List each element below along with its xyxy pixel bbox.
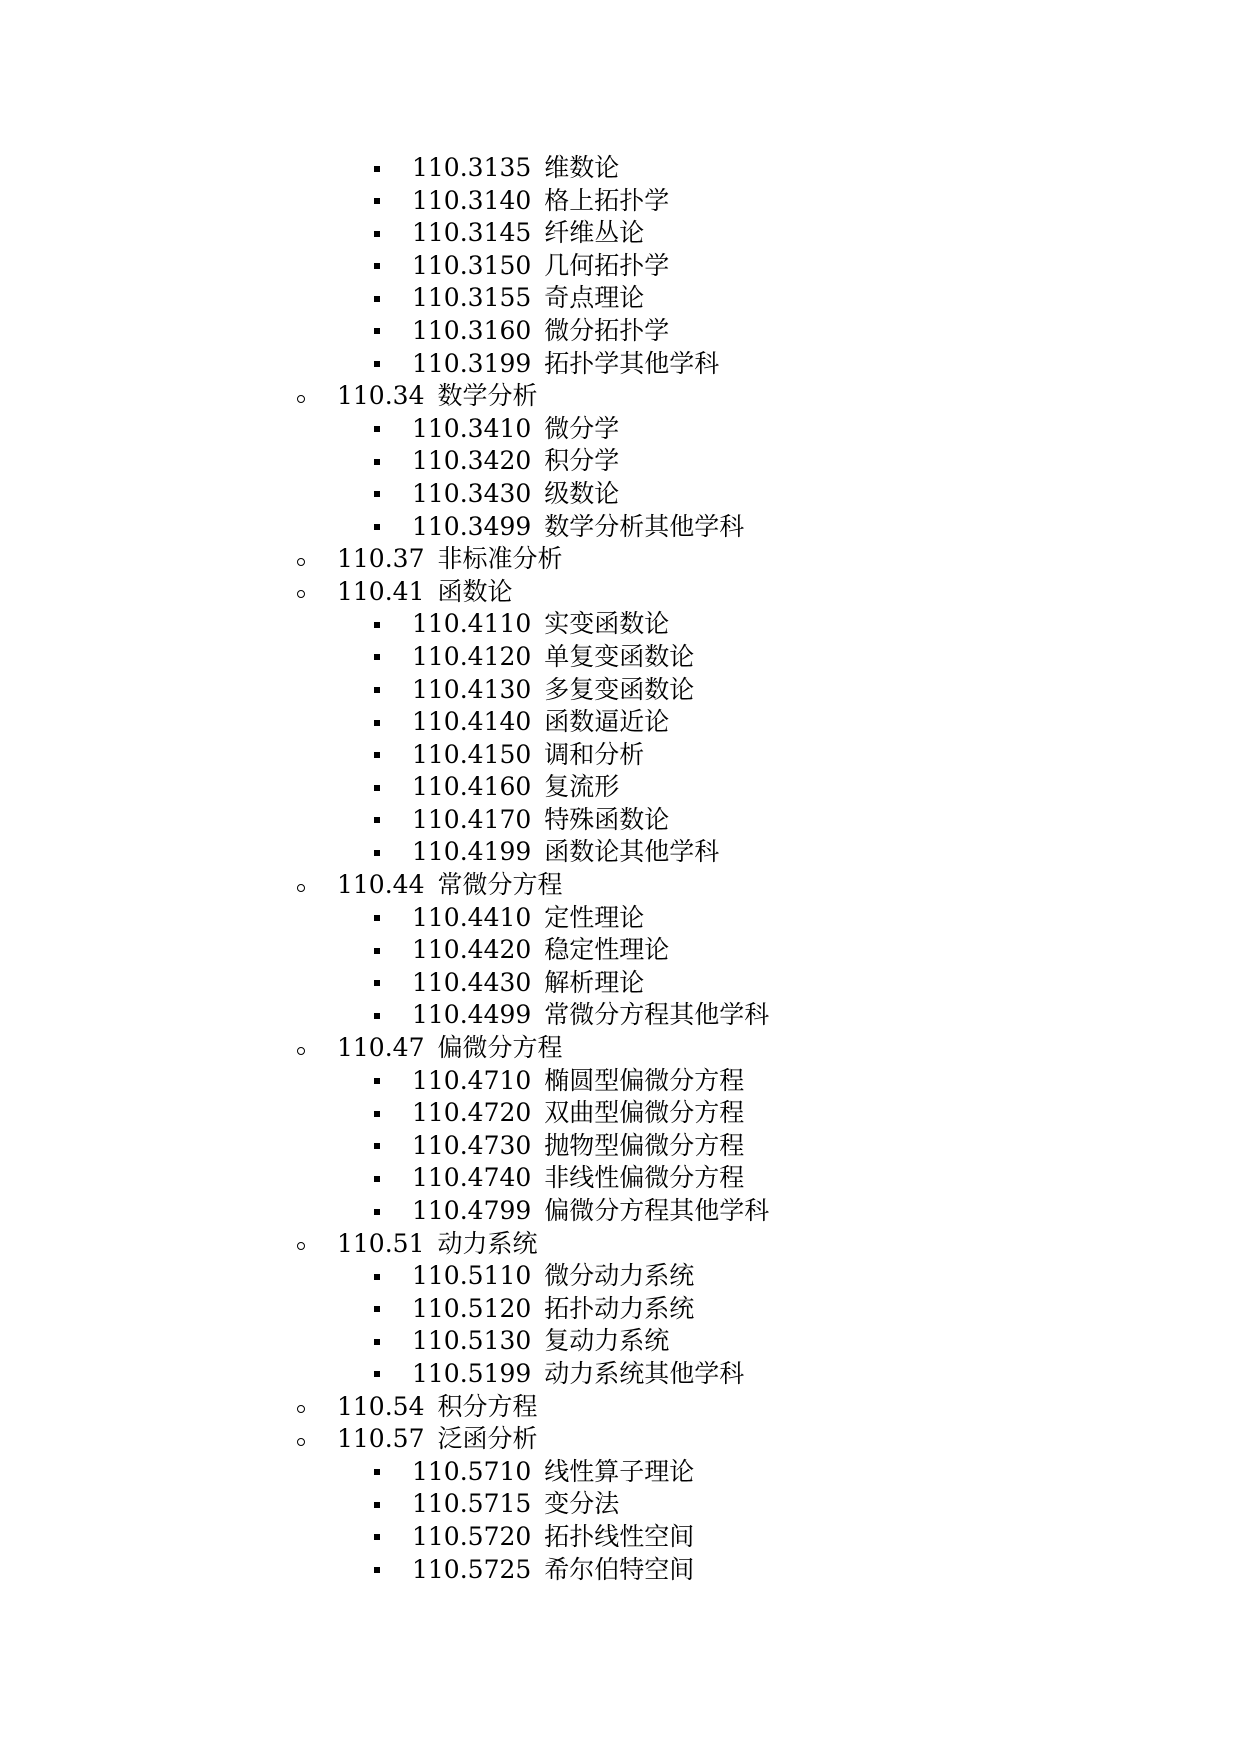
discipline-name: 线性算子理论	[544, 1456, 695, 1486]
discipline-name: 动力系统其他学科	[544, 1358, 745, 1388]
list-item-level3	[0, 1456, 1241, 1489]
square-bullet-icon	[374, 608, 380, 641]
list-item-level3	[0, 902, 1241, 935]
square-bullet-icon	[374, 804, 380, 837]
discipline-name: 函数论	[437, 576, 513, 606]
list-item-level2	[0, 576, 1241, 609]
discipline-name: 微分拓扑学	[544, 315, 670, 345]
list-item-level3	[0, 217, 1241, 250]
square-bullet-icon	[374, 934, 380, 967]
square-bullet-icon	[374, 999, 380, 1032]
square-bullet-icon	[374, 315, 380, 348]
discipline-name: 椭圆型偏微分方程	[544, 1065, 745, 1095]
discipline-name: 数学分析其他学科	[544, 511, 745, 541]
discipline-name: 积分学	[544, 446, 620, 476]
hollow-circle-bullet-icon	[297, 869, 305, 902]
discipline-code: 110.4120	[412, 641, 532, 671]
square-bullet-icon	[374, 1195, 380, 1228]
discipline-code-list	[0, 152, 1241, 1586]
discipline-code: 110.3430	[412, 478, 532, 508]
square-bullet-icon	[374, 478, 380, 511]
discipline-code: 110.5715	[412, 1489, 532, 1519]
discipline-name: 动力系统	[437, 1228, 538, 1258]
square-bullet-icon	[374, 1293, 380, 1326]
hollow-circle-bullet-icon	[297, 576, 305, 609]
discipline-code: 110.54	[337, 1391, 425, 1421]
discipline-code: 110.4740	[412, 1163, 532, 1193]
discipline-name: 积分方程	[437, 1391, 538, 1421]
discipline-name: 单复变函数论	[544, 641, 695, 671]
discipline-code: 110.4430	[412, 967, 532, 997]
discipline-code: 110.5710	[412, 1456, 532, 1486]
list-item-level2	[0, 1228, 1241, 1261]
discipline-name: 稳定性理论	[544, 935, 670, 965]
list-item-level2	[0, 869, 1241, 902]
list-item-level3	[0, 1130, 1241, 1163]
discipline-name: 函数论其他学科	[544, 837, 720, 867]
hollow-circle-bullet-icon	[297, 543, 305, 576]
discipline-code: 110.4170	[412, 804, 532, 834]
discipline-code: 110.4420	[412, 935, 532, 965]
discipline-code: 110.4130	[412, 674, 532, 704]
discipline-code: 110.3160	[412, 315, 532, 345]
list-item-level3	[0, 152, 1241, 185]
list-item-level3	[0, 1097, 1241, 1130]
square-bullet-icon	[374, 902, 380, 935]
discipline-code: 110.5130	[412, 1326, 532, 1356]
discipline-name: 纤维丛论	[544, 218, 645, 248]
square-bullet-icon	[374, 152, 380, 185]
list-item-level2	[0, 380, 1241, 413]
discipline-name: 维数论	[544, 153, 620, 182]
list-item-level3	[0, 608, 1241, 641]
discipline-code: 110.3155	[412, 283, 532, 313]
square-bullet-icon	[374, 771, 380, 804]
discipline-code: 110.4410	[412, 902, 532, 932]
discipline-code: 110.3420	[412, 446, 532, 476]
list-item-level3	[0, 1325, 1241, 1358]
discipline-code: 110.51	[337, 1228, 425, 1258]
list-item-level3	[0, 1293, 1241, 1326]
discipline-name: 函数逼近论	[544, 707, 670, 737]
discipline-code: 110.4140	[412, 707, 532, 737]
square-bullet-icon	[374, 413, 380, 446]
discipline-name: 希尔伯特空间	[544, 1554, 695, 1584]
list-item-level3	[0, 1162, 1241, 1195]
list-item-level3	[0, 250, 1241, 283]
discipline-name: 拓扑动力系统	[544, 1293, 695, 1323]
list-item-level3	[0, 999, 1241, 1032]
hollow-circle-bullet-icon	[297, 1032, 305, 1065]
square-bullet-icon	[374, 217, 380, 250]
discipline-name: 解析理论	[544, 967, 645, 997]
discipline-name: 实变函数论	[544, 609, 670, 639]
discipline-code: 110.3199	[412, 348, 532, 378]
list-item-level3	[0, 739, 1241, 772]
list-item-level3	[0, 641, 1241, 674]
list-item-level3	[0, 1554, 1241, 1587]
list-item-level3	[0, 445, 1241, 478]
discipline-name: 多复变函数论	[544, 674, 695, 704]
discipline-code: 110.4160	[412, 772, 532, 802]
discipline-code: 110.3135	[412, 153, 532, 182]
discipline-name: 偏微分方程其他学科	[544, 1196, 770, 1225]
hollow-circle-bullet-icon	[297, 380, 305, 413]
square-bullet-icon	[374, 1554, 380, 1587]
discipline-code: 110.41	[337, 576, 425, 606]
discipline-code: 110.57	[337, 1424, 425, 1454]
discipline-code: 110.4799	[412, 1196, 532, 1225]
discipline-code: 110.4110	[412, 609, 532, 639]
discipline-name: 双曲型偏微分方程	[544, 1098, 745, 1128]
list-item-level3	[0, 413, 1241, 446]
square-bullet-icon	[374, 511, 380, 544]
square-bullet-icon	[374, 1065, 380, 1098]
hollow-circle-bullet-icon	[297, 1228, 305, 1261]
discipline-code: 110.3499	[412, 511, 532, 541]
list-item-level2	[0, 1423, 1241, 1456]
discipline-name: 变分法	[544, 1489, 620, 1519]
list-item-level3	[0, 185, 1241, 218]
discipline-name: 偏微分方程	[437, 1033, 563, 1063]
square-bullet-icon	[374, 1162, 380, 1195]
square-bullet-icon	[374, 1521, 380, 1554]
square-bullet-icon	[374, 1456, 380, 1489]
discipline-code: 110.4720	[412, 1098, 532, 1128]
discipline-name: 微分动力系统	[544, 1261, 695, 1291]
discipline-name: 非线性偏微分方程	[544, 1163, 745, 1193]
discipline-code: 110.37	[337, 544, 425, 574]
hollow-circle-bullet-icon	[297, 1423, 305, 1456]
list-item-level3	[0, 348, 1241, 381]
square-bullet-icon	[374, 641, 380, 674]
list-item-level3	[0, 836, 1241, 869]
list-item-level2	[0, 1391, 1241, 1424]
discipline-code: 110.3410	[412, 413, 532, 443]
list-item-level3	[0, 804, 1241, 837]
square-bullet-icon	[374, 967, 380, 1000]
square-bullet-icon	[374, 739, 380, 772]
discipline-name: 泛函分析	[437, 1424, 538, 1454]
list-item-level3	[0, 771, 1241, 804]
discipline-code: 110.4730	[412, 1130, 532, 1160]
list-item-level3	[0, 282, 1241, 315]
discipline-name: 常微分方程	[437, 870, 563, 900]
list-item-level3	[0, 1260, 1241, 1293]
square-bullet-icon	[374, 1325, 380, 1358]
list-item-level3	[0, 706, 1241, 739]
square-bullet-icon	[374, 706, 380, 739]
list-item-level3	[0, 1358, 1241, 1391]
discipline-name: 格上拓扑学	[544, 185, 670, 215]
discipline-name: 复流形	[544, 772, 620, 802]
discipline-name: 奇点理论	[544, 283, 645, 313]
discipline-code: 110.44	[337, 870, 425, 900]
square-bullet-icon	[374, 1130, 380, 1163]
square-bullet-icon	[374, 1260, 380, 1293]
hollow-circle-bullet-icon	[297, 1391, 305, 1424]
discipline-name: 数学分析	[437, 381, 538, 411]
list-item-level2	[0, 1032, 1241, 1065]
list-item-level3	[0, 478, 1241, 511]
square-bullet-icon	[374, 836, 380, 869]
list-item-level3	[0, 934, 1241, 967]
discipline-name: 调和分析	[544, 739, 645, 769]
list-item-level3	[0, 511, 1241, 544]
discipline-name: 特殊函数论	[544, 804, 670, 834]
list-item-level2	[0, 543, 1241, 576]
discipline-name: 复动力系统	[544, 1326, 670, 1356]
discipline-code: 110.5120	[412, 1293, 532, 1323]
list-item-level3	[0, 1521, 1241, 1554]
discipline-name: 抛物型偏微分方程	[544, 1130, 745, 1160]
list-item-level3	[0, 674, 1241, 707]
discipline-code: 110.4710	[412, 1065, 532, 1095]
list-item-level3	[0, 1195, 1241, 1228]
square-bullet-icon	[374, 1358, 380, 1391]
discipline-name: 拓扑线性空间	[544, 1521, 695, 1551]
list-item-level3	[0, 967, 1241, 1000]
discipline-name: 非标准分析	[437, 544, 563, 574]
discipline-code: 110.3140	[412, 185, 532, 215]
discipline-name: 常微分方程其他学科	[544, 1000, 770, 1030]
discipline-name: 定性理论	[544, 902, 645, 932]
square-bullet-icon	[374, 674, 380, 707]
square-bullet-icon	[374, 250, 380, 283]
discipline-name: 级数论	[544, 478, 620, 508]
discipline-code: 110.5725	[412, 1554, 532, 1584]
discipline-name: 拓扑学其他学科	[544, 348, 720, 378]
list-item-level3	[0, 315, 1241, 348]
square-bullet-icon	[374, 282, 380, 315]
discipline-code: 110.4199	[412, 837, 532, 867]
discipline-code: 110.3145	[412, 218, 532, 248]
discipline-code: 110.5199	[412, 1358, 532, 1388]
discipline-code: 110.47	[337, 1033, 425, 1063]
discipline-code: 110.5720	[412, 1521, 532, 1551]
discipline-code: 110.34	[337, 381, 425, 411]
square-bullet-icon	[374, 185, 380, 218]
discipline-code: 110.3150	[412, 250, 532, 280]
discipline-code: 110.5110	[412, 1261, 532, 1291]
list-item-level3	[0, 1065, 1241, 1098]
discipline-name: 几何拓扑学	[544, 250, 670, 280]
discipline-name: 微分学	[544, 413, 620, 443]
square-bullet-icon	[374, 348, 380, 381]
discipline-code: 110.4499	[412, 1000, 532, 1030]
discipline-code: 110.4150	[412, 739, 532, 769]
square-bullet-icon	[374, 1488, 380, 1521]
list-item-level3	[0, 1488, 1241, 1521]
square-bullet-icon	[374, 445, 380, 478]
square-bullet-icon	[374, 1097, 380, 1130]
